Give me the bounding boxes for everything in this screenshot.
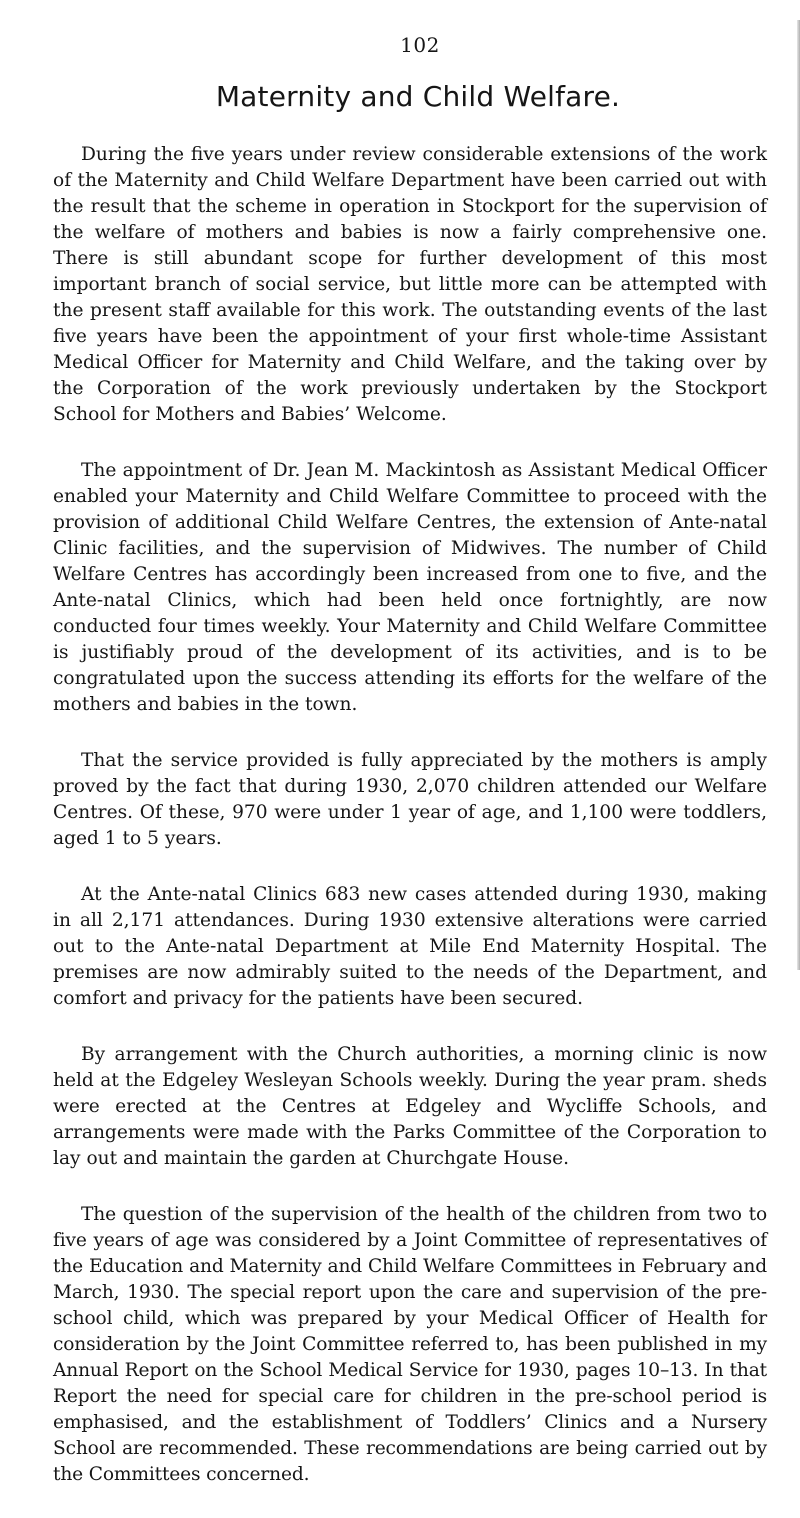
paragraph-arrangements: By arrangement with the Church authorities, a morning clinic is now held at the Edgeley Wesleyan Schools weekly. During the year pram. sheds were erected at the Centres at Edgeley and Wycliffe Schools, and arrangements were made with the Parks Committee of the Corporation to lay out and maintain the garden at Churchgate House. [53, 1044, 767, 1169]
paragraph-appointment: The appointment of Dr. Jean M. Mackintosh as Assistant Medical Officer enabled your Maternity and Child Welfare Committee to proceed with the provision of additional Child Welfare Centres, the extension of Ante-natal Clinic facilities, and the supervision of Midwives. The number of Child Welfare Centres has accordingly been increased from one to five, and the Ante-natal Clinics, which had been held once fortnightly, are now conducted four times weekly. Your Maternity and Child Welfare Committee is justifiably proud of the development of its activities, and is to be congratulated upon the success attending its efforts for the welfare of the mothers and babies in the town. [53, 460, 767, 715]
paragraph-ante-natal: At the Ante-natal Clinics 683 new cases attended during 1930, making in all 2,171 attendances. During 1930 extensive alterations were carried out to the Ante-natal Department at Mile End Maternity Hospital. The premises are now admirably suited to the needs of the Department, and comfort and privacy for the patients have been secured. [53, 884, 767, 1009]
page-number: 102 [400, 33, 440, 57]
body-text [53, 142, 767, 1518]
paragraph-attendance: That the service provided is fully appreciated by the mothers is amply proved by the fact that during 1930, 2,070 children attended our Welfare Centres. Of these, 970 were under 1 year of age, and 1,100 were toddlers, aged 1 to 5 years. [53, 750, 767, 849]
paragraph-overview: During the five years under review considerable extensions of the work of the Maternity and Child Welfare Department have been carried out with the result that the scheme in operation in Stockport for the supervision of the welfare of mothers and babies is now a fairly comprehensive one. There is still abundant scope for further development of this most important branch of social service, but little more can be attempted with the present staff available for this work. The outstanding events of the last five years have been the appointment of your first whole-time Assistant Medical Officer for Maternity and Child Welfare, and the taking over by the Corporation of the work previously undertaken by the Stockport School for Mothers and Babies’ Welcome. [53, 144, 767, 425]
paragraph-pre-school: The question of the supervision of the health of the children from two to five years of age was considered by a Joint Committee of representatives of the Education and Maternity and Child Welfare Committees in February and March, 1930. The special report upon the care and supervision of the pre-school child, which was prepared by your Medical Officer of Health for consideration by the Joint Committee referred to, has been published in my Annual Report on the School Medical Service for 1930, pages 10–13. In that Report the need for special care for children in the pre-school period is emphasised, and the establishment of Toddlers’ Clinics and a Nursery School are recommended. These recommendations are being carried out by the Committees concerned. [53, 1204, 767, 1485]
section-title: Maternity and Child Welfare. [215, 80, 621, 113]
